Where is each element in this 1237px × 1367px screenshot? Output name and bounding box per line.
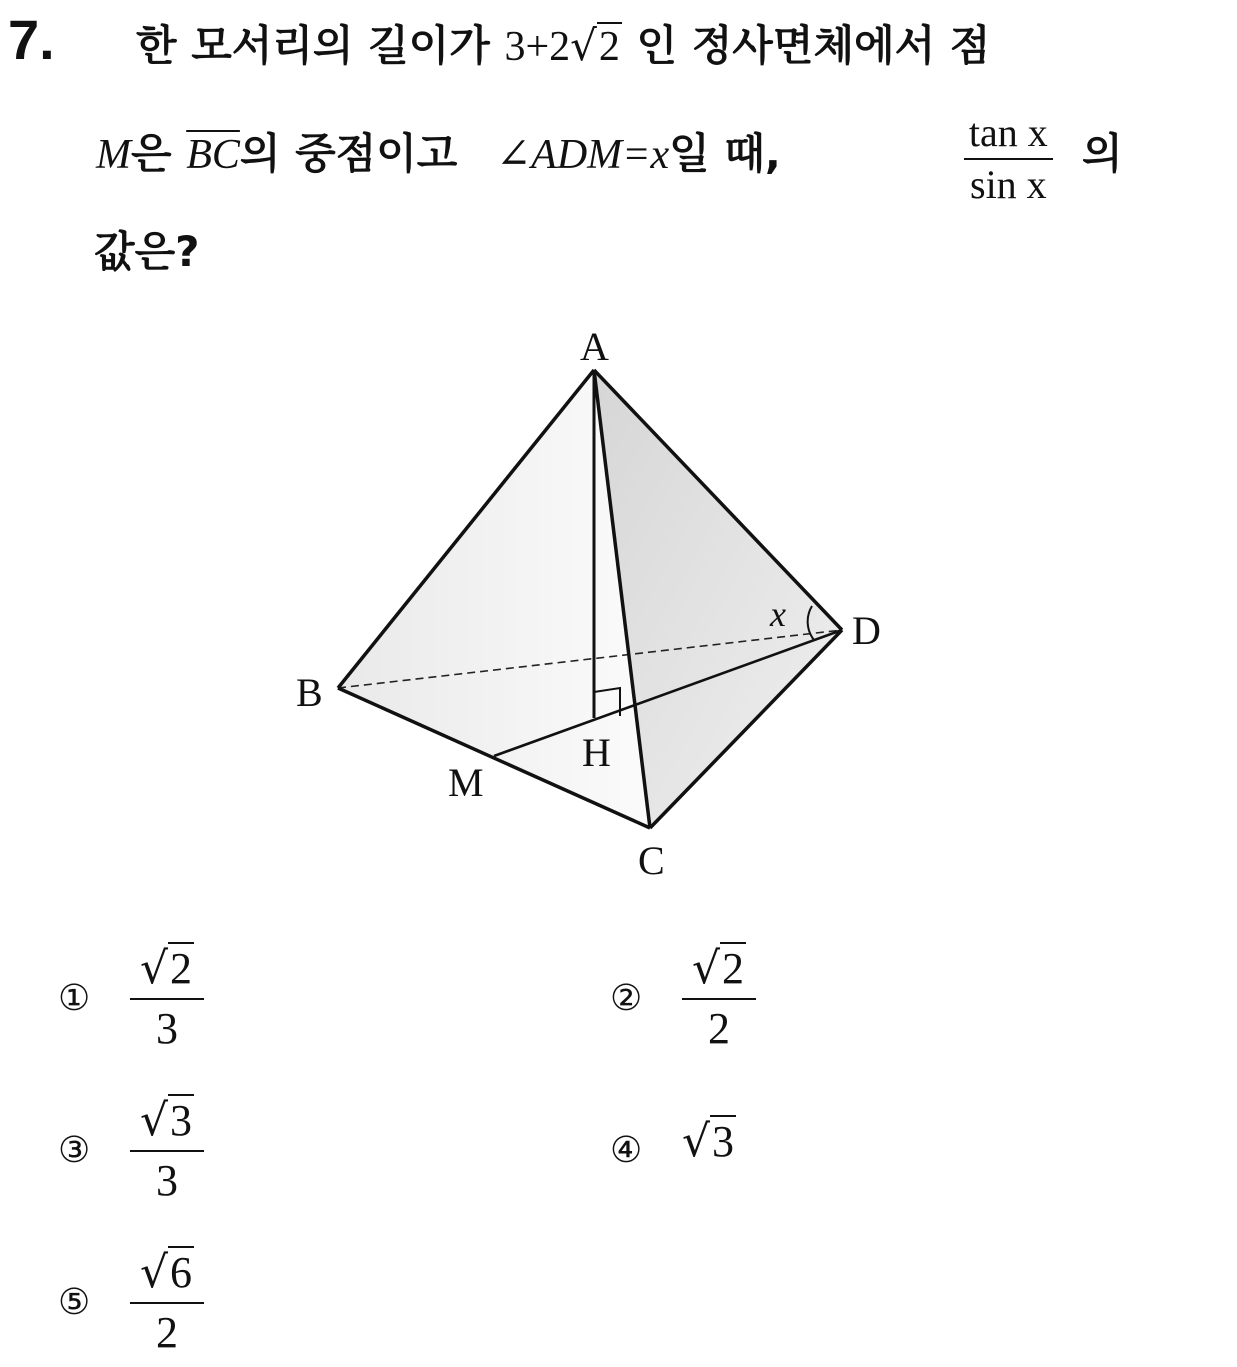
choice-4-radicand: 3 xyxy=(712,1117,735,1166)
angle-expression: ∠ADM= xyxy=(495,132,651,178)
choice-2-denominator: 2 xyxy=(708,1004,731,1053)
tetrahedron-figure xyxy=(290,320,910,890)
question-text-2b: 의 중점이고 xyxy=(239,129,458,178)
fraction-numerator: tan x xyxy=(964,108,1053,160)
choice-2-radicand: 2 xyxy=(722,944,745,993)
question-text-2a: 은 xyxy=(131,129,172,178)
choice-5-denominator: 2 xyxy=(156,1308,179,1357)
point-m: M xyxy=(96,132,131,178)
question-text-1a: 한 모서리의 길이가 xyxy=(136,21,490,70)
label-h: H xyxy=(582,730,611,775)
choice-3-denominator: 3 xyxy=(156,1156,179,1205)
choice-5-value: $\frac{√6}{2}$ xyxy=(130,1244,204,1362)
edge-const: 3+2 xyxy=(504,24,571,70)
choice-3-value: $\frac{√3}{3}$ xyxy=(130,1092,204,1210)
question-line-1 xyxy=(136,16,990,77)
question-line-3: 값은? xyxy=(94,227,200,276)
edge-length xyxy=(504,21,621,70)
label-m: M xyxy=(448,760,484,805)
question-number: 7. xyxy=(8,8,55,71)
choice-1-denominator: 3 xyxy=(156,1004,179,1053)
label-angle-x: x xyxy=(770,594,786,634)
choice-5-marker: ⑤ xyxy=(58,1282,91,1323)
label-d: D xyxy=(852,608,881,653)
choice-1-radicand: 2 xyxy=(170,944,193,993)
choice-4-marker: ④ xyxy=(610,1130,643,1171)
segment-bc: $\overline{BC}$ xyxy=(186,132,240,178)
question-text-2c: 일 때, xyxy=(669,129,781,178)
question-text-2d: 의 xyxy=(1082,129,1123,178)
edge-radicand: 2 xyxy=(598,24,620,70)
edge-sqrt: √2 xyxy=(570,21,620,70)
tan-over-sin-fraction xyxy=(964,108,1053,210)
choice-2-marker: ② xyxy=(610,978,643,1019)
question-line-2 xyxy=(96,124,781,185)
choice-2-value: $\frac{√2}{2}$ xyxy=(682,940,756,1058)
choice-4-value: √3 xyxy=(682,1116,735,1167)
choice-5-radicand: 6 xyxy=(170,1248,193,1297)
angle-variable: x xyxy=(650,132,670,178)
choice-3-marker: ③ xyxy=(58,1130,91,1171)
choice-3-radicand: 3 xyxy=(170,1096,193,1145)
fraction-denominator: sin x xyxy=(970,162,1047,207)
choice-1-marker: ① xyxy=(58,978,91,1019)
label-a: A xyxy=(580,324,609,369)
label-c: C xyxy=(638,838,665,883)
choice-1-value: $\frac{√2}{3}$ xyxy=(130,940,204,1058)
question-text-1b: 인 정사면체에서 점 xyxy=(636,21,991,70)
label-b: B xyxy=(296,670,323,715)
